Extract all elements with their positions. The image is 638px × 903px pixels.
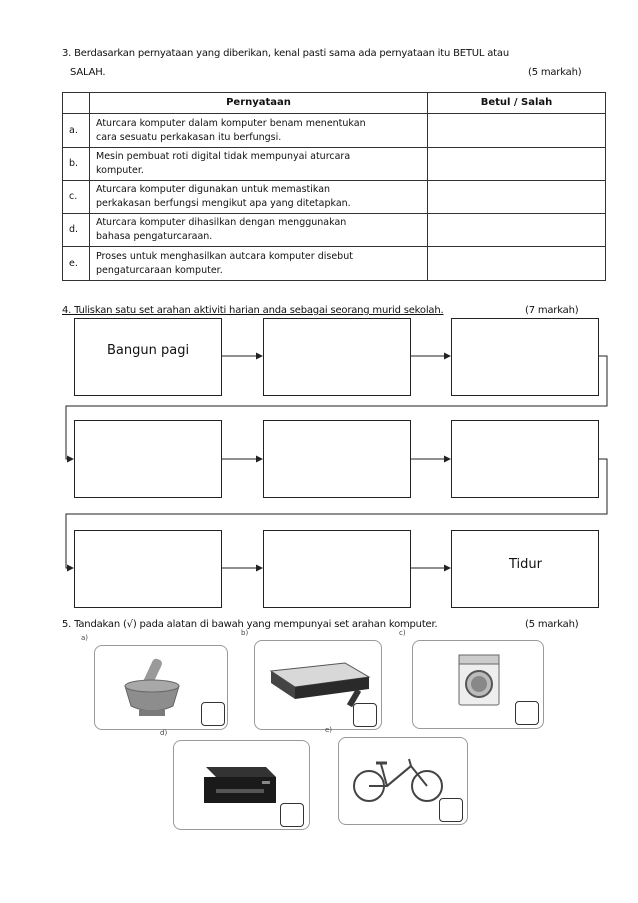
- row-statement: Mesin pembuat roti digital tidak mempunyai aturcara komputer.: [90, 148, 428, 181]
- checkbox-b[interactable]: [353, 703, 377, 727]
- item-b-dvd-player: [241, 629, 382, 730]
- row-statement: Aturcara komputer dalam komputer benam menentukan cara sesuatu perkakasan itu berfungsi.: [90, 114, 428, 148]
- q4-text: 4. Tuliskan satu set arahan aktiviti harian anda sebagai seorang murid sekolah.: [62, 305, 444, 316]
- mortar-pestle-icon: [117, 654, 187, 720]
- q3-marks: (5 markah): [528, 67, 582, 78]
- header-answer: Betul / Salah: [428, 93, 606, 114]
- arrow-6-7: [66, 459, 607, 568]
- item-e-bicycle: [325, 726, 468, 825]
- flow-step-last: Tidur: [509, 557, 542, 572]
- row-label: b.: [63, 148, 90, 181]
- item-d-printer: [160, 729, 310, 830]
- dvd-player-icon: [265, 659, 373, 709]
- checkbox-d[interactable]: [280, 803, 304, 827]
- q3-text-line2: SALAH.: [70, 67, 106, 78]
- item-label-e: e): [325, 726, 333, 734]
- bicycle-icon: [349, 756, 449, 804]
- printer-icon: [196, 759, 284, 811]
- row-label: a.: [63, 114, 90, 148]
- item-label-a: a): [81, 634, 89, 642]
- item-c-washing-machine: [399, 629, 544, 729]
- checkbox-c[interactable]: [515, 701, 539, 725]
- washing-machine-icon: [455, 651, 503, 709]
- checkbox-a[interactable]: [201, 702, 225, 726]
- row-statement: Proses untuk menghasilkan autcara komputer disebut pengaturcaraan komputer.: [90, 247, 428, 281]
- header-statement: Pernyataan: [90, 93, 428, 114]
- checkbox-e[interactable]: [439, 798, 463, 822]
- row-label: d.: [63, 214, 90, 247]
- item-label-b: b): [241, 629, 249, 637]
- row-statement: Aturcara komputer digunakan untuk memastikan perkakasan berfungsi mengikut apa yang ditetapkan.: [90, 181, 428, 214]
- item-label-c: c): [399, 629, 406, 637]
- row-label: e.: [63, 247, 90, 281]
- item-label-d: d): [160, 729, 168, 737]
- row-label: c.: [63, 181, 90, 214]
- arrow-3-4: [66, 356, 607, 459]
- row-statement: Aturcara komputer dihasilkan dengan menggunakan bahasa pengaturcaraan.: [90, 214, 428, 247]
- q3-text-line1: 3. Berdasarkan pernyataan yang diberikan, kenal pasti sama ada pernyataan itu BETUL atau: [62, 48, 509, 59]
- flow-step-first: Bangun pagi: [107, 343, 190, 358]
- q5-text: 5. Tandakan (√) pada alatan di bawah yang mempunyai set arahan komputer.: [62, 619, 438, 630]
- item-a-mortar: [81, 634, 228, 730]
- q4-marks: (7 markah): [525, 305, 579, 316]
- q5-marks: (5 markah): [525, 619, 579, 630]
